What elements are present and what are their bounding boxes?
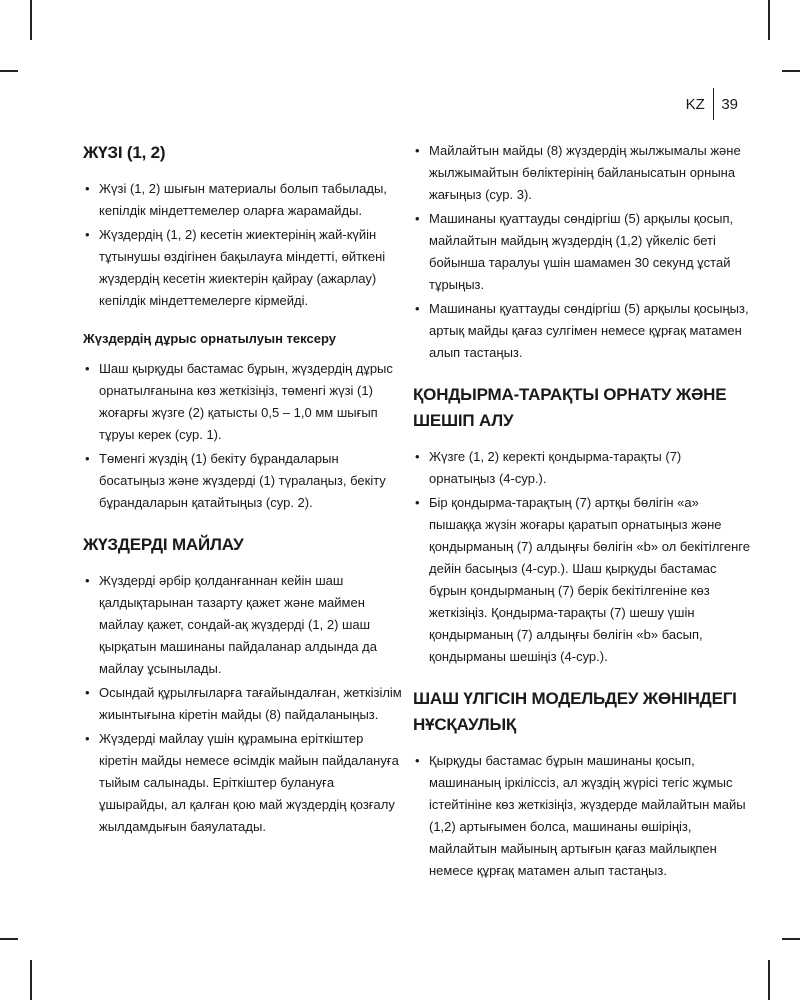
list-item: • Бір қондырма-тарақтың (7) артқы бөлігін «а» пышаққа жүзін жоғары қаратып орнатыңыз және қондырманың (7) алдыңғы бөлігін «b» ол бекітілгенге дейін басыңыз (4-сур.). Шаш қырқуды бастамас бұрын қондырманың (7) берік бекітілгеніне көз жеткізіңіз. Қондырма-тарақты (7) шешу үшін қондырманың (7) алдыңғы бөлігін «b» басып, қондырманы шешіңіз (4-сур.). xyxy=(415,495,750,664)
bullet-list xyxy=(413,750,750,882)
crop-mark xyxy=(782,70,800,72)
bullet-list xyxy=(83,178,403,312)
list-item: • Жүздердің (1, 2) кесетін жиектерінің жай-күйін тұтынушы өздігінен бақылауға міндетті, өйткені жүздердің кесетін жиектерін қайрау (ажарлау) кепілдік міндеттемелерге кірмейді. xyxy=(85,227,386,308)
page-header xyxy=(686,88,738,120)
section-title: ЖҮЗДЕРДІ МАЙЛАУ xyxy=(83,535,244,554)
bullet-list xyxy=(83,570,403,838)
section-styling-guide xyxy=(413,686,750,882)
list-item: • Шаш қырқуды бастамас бұрын, жүздердің дұрыс орнатылғанына көз жеткізіңіз, төменгі жүзі (1) жоғарғы жүзге (2) қатысты 0,5 – 1,0 мм шығып тұруы керек (сур. 1). xyxy=(85,361,393,442)
crop-mark xyxy=(0,938,18,940)
list-item: • Төменгі жүздің (1) бекіту бұрандаларын босатыңыз және жүздерді (1) түралаңыз, бекіту бұрандаларын қатайтыңыз (сур. 2). xyxy=(85,451,386,510)
crop-mark xyxy=(30,0,32,40)
list-item: • Майлайтын майды (8) жүздердің жылжымалы және жылжымайтын бөліктерінің байланысатын орнына жағыңыз (сур. 3). xyxy=(415,143,741,202)
section-comb-attachment xyxy=(413,382,750,668)
bullet-list xyxy=(413,140,750,364)
list-item: • Жүздерді майлау үшін құрамына еріткіштер кіретін майды немесе өсімдік майын пайдалануға тыйым салынады. Еріткіштер булануға ұшырайды, ал қалған қою май жүздердің қозғалу жылдамдығын баяулатады. xyxy=(85,731,399,834)
list-item: • Машинаны қуаттауды сөндіргіш (5) арқылы қосып, майлайтын майдың жүздердің (1,2) үйкеліс беті бойынша таралуы үшін шамамен 30 секунд ұстай тұрыңыз. xyxy=(415,211,734,292)
section-title: ҚОНДЫРМА-ТАРАҚТЫ ОРНАТУ ЖӘНЕ ШЕШІП АЛУ xyxy=(413,385,727,430)
page-number: 39 xyxy=(721,95,738,113)
left-column xyxy=(83,140,403,856)
section-lubrication xyxy=(83,532,403,838)
section-lubrication-cont xyxy=(413,140,750,364)
list-item: • Жүзге (1, 2) керекті қондырма-тарақты (7) орнатыңыз (4-сур.). xyxy=(415,449,682,486)
crop-mark xyxy=(30,960,32,1000)
list-item: • Осындай құрылғыларға тағайындалған, жеткізілім жиынтығына кіретін майды (8) пайдаланыңыз. xyxy=(85,685,402,722)
bullet-list xyxy=(83,358,403,514)
list-item: • Машинаны қуаттауды сөндіргіш (5) арқылы қосыңыз, артық майды қағаз сулгімен немесе құрғақ матамен алып тастаңыз. xyxy=(415,301,749,360)
crop-mark xyxy=(782,938,800,940)
section-blades xyxy=(83,140,403,312)
section-title: ЖҮЗІ (1, 2) xyxy=(83,143,166,162)
list-item: • Жүзі (1, 2) шығын материалы болып табылады, кепілдік міндеттемелер оларға жарамайды. xyxy=(85,181,387,218)
list-item: • Қырқуды бастамас бұрын машинаны қосып, машинаның іркіліссіз, ал жүздің жүрісі тегіс жұмыс істейтініне көз жеткізіңіз, жүздерде майлайтын майы (1,2) артығымен болса, машинаны өшіріңіз, майлайтын майының артығын қағаз майлықпен немесе құрғақ матамен алып тастаңыз. xyxy=(415,753,746,878)
language-code: KZ xyxy=(685,95,705,113)
list-item: • Жүздерді әрбір қолданғаннан кейін шаш қалдықтарынан тазарту қажет және маймен майлау қажет, сондай-ақ жүздерді (1, 2) шаш қырқатын машинаны пайдаланар алдында да майлау ұсынылады. xyxy=(85,573,377,676)
crop-mark xyxy=(0,70,18,72)
section-title: ШАШ ҮЛГІСІН МОДЕЛЬДЕУ ЖӨНІНДЕГІ НҰСҚАУЛЫҚ xyxy=(413,689,737,734)
bullet-list xyxy=(413,446,750,668)
subsection-title: Жүздердің дұрыс орнатылуын тексеру xyxy=(83,331,336,346)
right-column xyxy=(413,140,750,900)
section-blade-check xyxy=(83,330,403,514)
header-divider xyxy=(713,88,715,120)
crop-mark xyxy=(768,960,770,1000)
crop-mark xyxy=(768,0,770,40)
